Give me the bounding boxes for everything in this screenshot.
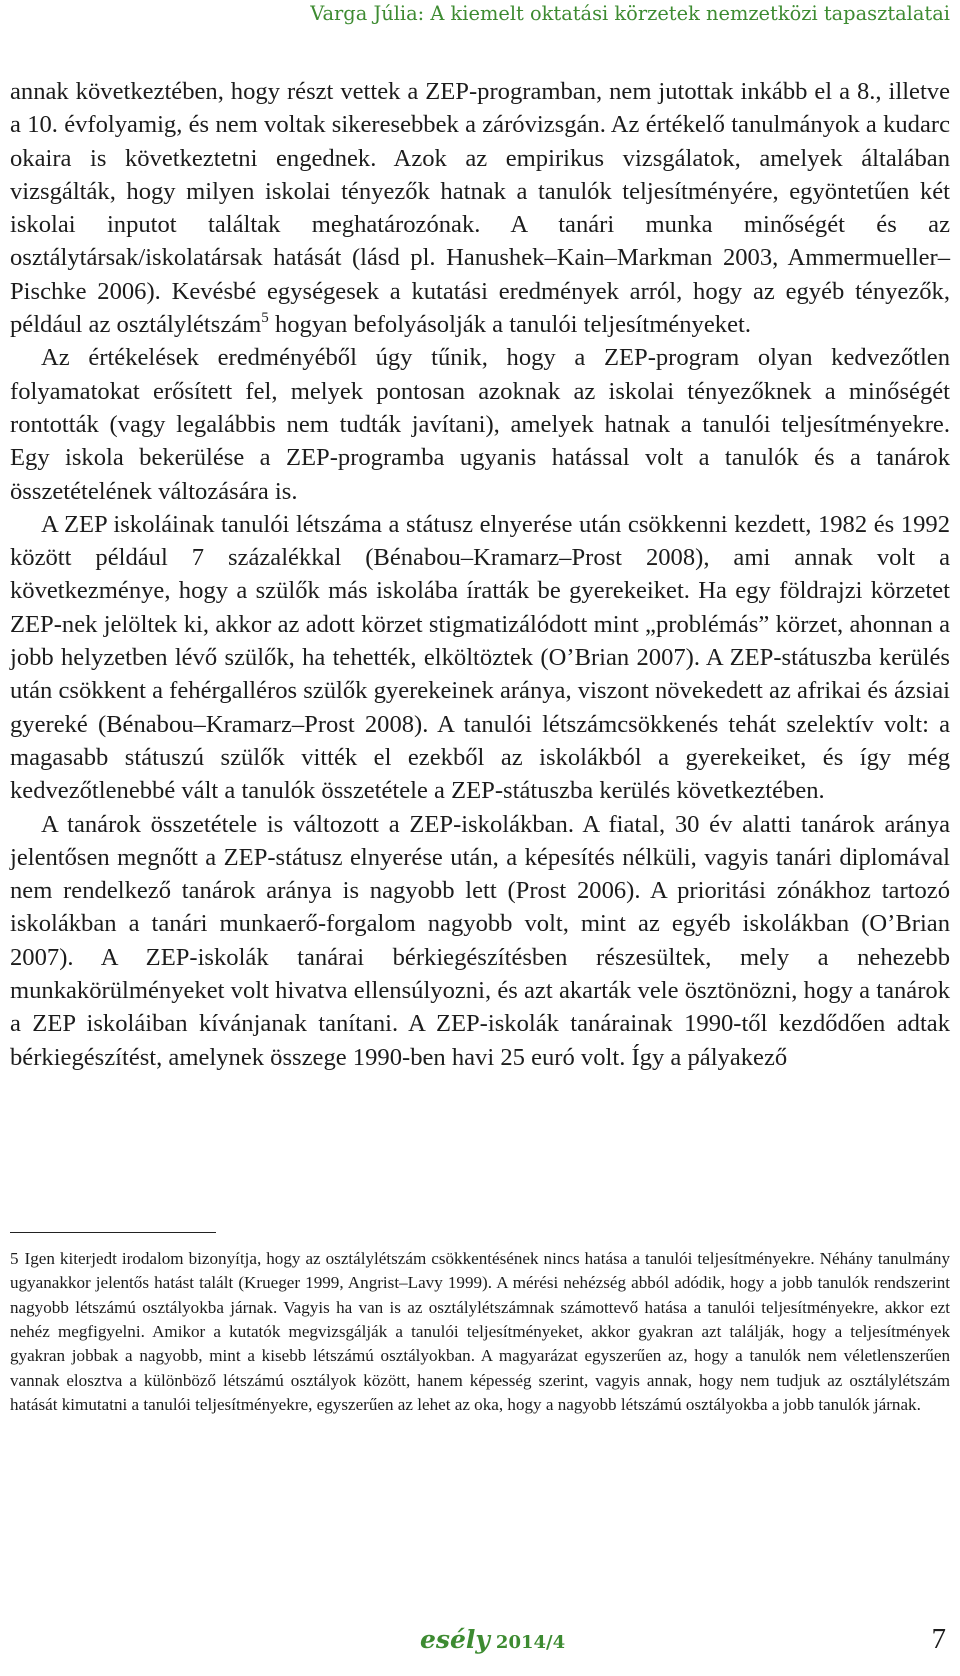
footnote-divider — [10, 1232, 216, 1233]
footnote-reference[interactable]: 5 — [261, 310, 269, 327]
paragraph-1-text-a: annak következtében, hogy részt vettek a ZEP-programban, nem jutottak inkább el a 8., illetve a 10. évfolyamig, és nem voltak sikeresebbek a záróvizsgán. Az értékelő tanulmányok a kudarc okaira is következtetni engednek. Azok az empirikus vizsgálatok, amelyek általában vizsgálták, hogy milyen iskolai tényezők hatnak a tanulók teljesítményére, egyöntetűen két iskolai inputot találtak meghatározónak. A tanári munka minőségét és az osztálytársak/iskolatársak hatását (lásd pl. Hanushek–Kain–Markman 2003, Ammermueller–Pischke 2006). Kevésbé egységesek a kutatási eredmények arról, hogy az egyéb tényezők, például az osztálylétszám — [10, 78, 950, 339]
paragraph-1 — [10, 75, 950, 341]
footnote-5 — [10, 1247, 950, 1417]
paragraph-4: A tanárok összetétele is változott a ZEP-iskolákban. A fiatal, 30 év alatti tanárok aránya jelentősen megnőtt a ZEP-státusz elnyerése után, a képesítés nélküli, vagyis tanári diplomával nem rendelkező tanárok aránya is nagyobb lett (Prost 2006). A prioritási zónákhoz tartozó iskolákban a tanári munkaerő-forgalom nagyobb volt, mint az egyéb iskolákban (O’Brian 2007). A ZEP-iskolák tanárai bérkiegészítésben részesültek, mely a nehezebb munkakörülményeket volt hivatva ellensúlyozni, és azt akarták vele ösztönözni, hogy a tanárok a ZEP iskoláiban kívánjanak tanítani. A ZEP-iskolák tanárainak 1990-től kezdődően adtak bérkiegészítést, amelynek összege 1990-ben havi 25 euró volt. Így a pályakező — [10, 810, 950, 1071]
journal-logo — [420, 1625, 565, 1654]
paragraph-3: A ZEP iskoláinak tanulói létszáma a státusz elnyerése után csökkenni kezdett, 1982 és 1992 között például 7 százalékkal (Bénabou–Kramarz–Prost 2008), ami annak volt a következménye, hogy a szülők más iskolába íratták be gyerekeiket. Ha egy földrajzi körzetet ZEP-nek jelöltek ki, akkor az adott körzet stigmatizálódott mint „problémás” körzet, ahonnan a jobb helyzetben lévő szülők, ha tehették, elköltöztek (O’Brian 2007). A ZEP-státuszba kerülés után csökkent a fehérgalléros szülők gyerekeinek aránya, viszont növekedett az afrikai és ázsiai gyereké (Bénabou–Kramarz–Prost 2008). A tanulói létszámcsökkenés tehát szelektív volt: a magasabb státuszú szülők vitték el ezekből az iskolákból a gyerekeiket, és így még kedvezőtlenebbé vált a tanulók összetétele a ZEP-státuszba kerülés következtében. — [10, 510, 950, 805]
page-footer — [0, 1617, 960, 1667]
paragraph-2: Az értékelések eredményéből úgy tűnik, hogy a ZEP-program olyan kedvezőtlen folyamatokat erősített fel, melyek pontosan azoknak az iskolai tényezőknek a minőségét rontották (vagy legalábbis nem tudták javítani), amelyek hatnak a tanulói teljesítményekre. Egy iskola bekerülése a ZEP-programba ugyanis hatással volt a tanulók és a tanárok összetételének változására is. — [10, 344, 950, 505]
journal-issue: 2014/4 — [495, 1632, 566, 1653]
footnote-number: 5 — [10, 1249, 19, 1268]
footnote-text: Igen kiterjedt irodalom bizonyítja, hogy az osztálylétszám csökkentésének nincs hatása a tanulói teljesítményekre. Néhány tanulmány ugyanakkor jelentős hatást talált (Krueger 1999, Angrist–Lavy 1999). A mérési nehézség abból adódik, hogy a jobb tanulók rendszerint nagyobb létszámú osztályokba járnak. Vagyis ha van is az osztálylétszámnak számottevő hatása a tanulói teljesítményekre, akkor ezt nehéz megfigyelni. Amikor a kutatók megvizsgálják a tanulói teljesítményeket, akkor gyakran azt találják, hogy a teljesítmények gyakran jobbak a nagyobb, mint a kisebb létszámú osztályokban. A magyarázat egyszerűen az, hogy a tanulók nem véletlenszerűen vannak elosztva a különböző létszámú osztályok között, hanem képesség szerint, vagyis annak, hogy nem tudjuk az osztálylétszám hatását kimutatni a tanulói teljesítményekre, egyszerűen az lehet az oka, hogy a nagyobb létszámú osztályokba a jobb tanulók járnak. — [10, 1249, 950, 1415]
paragraph-1-text-b: hogyan befolyásolják a tanulói teljesítményeket. — [268, 311, 751, 339]
main-text — [10, 75, 950, 1074]
running-header: Varga Júlia: A kiemelt oktatási körzetek nemzetközi tapasztalatai — [310, 2, 950, 25]
page-number: 7 — [931, 1623, 946, 1655]
journal-name: esély — [420, 1625, 490, 1654]
